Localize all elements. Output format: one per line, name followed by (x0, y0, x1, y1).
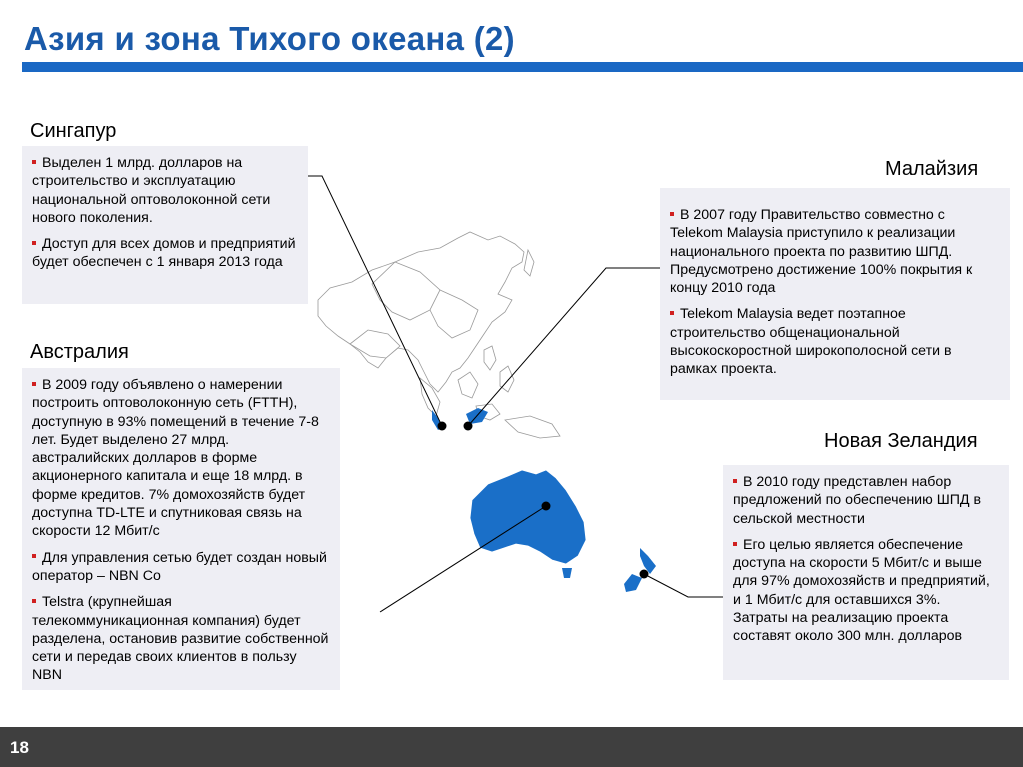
new-zealand-label: Новая Зеландия (824, 430, 978, 452)
page-number: 18 (10, 738, 29, 757)
malaysia-label: Малайзия (885, 158, 979, 180)
australia-item: В 2009 году объявлено о намерении построить оптоволоконную сеть (FTTH), доступную в 93% помещений в течение 7-8 лет. Будет выделено 27 млрд. австралийских долларов в форме акционерного капитала и еще 18 млрд. в форме кредитов. 7% домохозяйств будет доступна TD-LTE и спутниковая связь на скорости 12 Мбит/с (32, 377, 319, 540)
bullet-icon (32, 599, 36, 603)
australia-info-box (22, 368, 340, 690)
australia-label: Австралия (30, 341, 129, 363)
malaysia-marker (464, 422, 473, 431)
asia-landmass (318, 232, 560, 438)
australia-item: Для управления сетью будет создан новый оператор – NBN Co (32, 549, 327, 584)
singapore-label: Сингапур (30, 120, 117, 142)
singapore-item: Выделен 1 млрд. долларов на строительство и эксплуатацию национальной оптоволоконной сети нового поколения. (32, 155, 271, 226)
bullet-icon (733, 479, 737, 483)
page-title: Азия и зона Тихого океана (2) (24, 20, 515, 57)
singapore-item: Доступ для всех домов и предприятий будет обеспечен с 1 января 2013 года (32, 236, 296, 271)
new-zealand-item: Его целью является обеспечение доступа на скорости 5 Мбит/с и выше для 97% домохозяйств и предприятий, и 1 Мбит/с для оставшихся 3%. Затраты на реализацию проекта составят около 300 млн. долларов (733, 536, 990, 645)
bullet-icon (32, 554, 36, 558)
footer-bar (0, 727, 1023, 767)
tasmania-landmass (562, 568, 572, 578)
new-zealand-info-box (723, 465, 1009, 680)
bullet-icon (733, 542, 737, 546)
bullet-icon (32, 382, 36, 386)
new-zealand-landmass (624, 548, 656, 592)
bullet-icon (32, 241, 36, 245)
australia-item: Telstra (крупнейшая телекоммуникационная компания) будет разделена, остановив развитие собственной сети и передав своих клиентов в пользу NBN (32, 594, 329, 684)
new-zealand-item: В 2010 году представлен набор предложений по обеспечению ШПД в сельской местности (733, 474, 981, 527)
malaysia-item: Telekom Malaysia ведет поэтапное строительство общенациональной высокоскоростной широкополосной сети в рамках проекта. (670, 306, 952, 378)
new-zealand-marker (640, 570, 649, 579)
singapore-marker (438, 422, 447, 431)
malaysia-info-box (660, 188, 1010, 400)
singapore-info-box (22, 146, 308, 304)
bullet-icon (670, 212, 674, 216)
malaysia-item: В 2007 году Правительство совместно с Telekom Malaysia приступило к реализации национального проекта по развитию ШПД. Предусмотрено достижение 100% покрытия к концу 2010 года (670, 207, 973, 297)
australia-marker (542, 502, 551, 511)
bullet-icon (670, 311, 674, 315)
bullet-icon (32, 160, 36, 164)
